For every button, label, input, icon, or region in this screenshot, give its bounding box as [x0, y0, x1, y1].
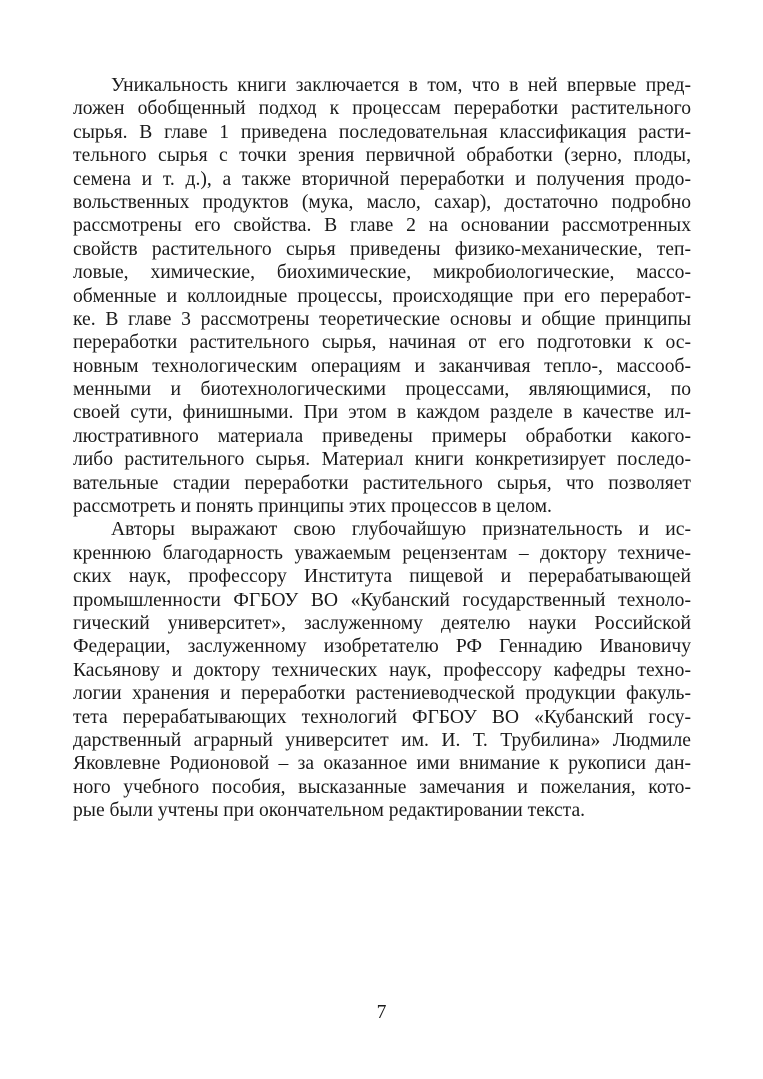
text-line: промышленности ФГБОУ ВО «Кубанский государственный техноло- [73, 589, 691, 611]
text-line: новным технологическим операциям и заканчивая тепло-, массооб- [73, 355, 691, 377]
text-line: Яковлевне Родионовой – за оказанное ими внимание к рукописи дан- [73, 753, 691, 775]
text-line: вольственных продуктов (мука, масло, сахар), достаточно подробно [73, 191, 691, 213]
text-line: рассмотреть и понять принципы этих процессов в целом. [73, 496, 552, 518]
text-line: Уникальность книги заключается в том, что в ней впервые пред- [111, 75, 691, 96]
text-line: гический университет», заслуженному деятелю науки Российской [73, 612, 691, 634]
text-line: логии хранения и переработки растениеводческой продукции факуль- [73, 683, 691, 705]
text-line: Касьянову и доктору технических наук, профессору кафедры техно- [73, 659, 691, 681]
text-line: люстративного материала приведены примеры обработки какого- [73, 425, 691, 447]
text-line: ловые, химические, биохимические, микробиологические, массо- [73, 262, 691, 284]
text-line: сырья. В главе 1 приведена последовательная классификация расти- [73, 121, 691, 143]
text-line: рассмотрены его свойства. В главе 2 на основании рассмотренных [73, 215, 691, 237]
text-line: ложен обобщенный подход к процессам переработки растительного [73, 98, 691, 120]
paragraph [73, 74, 691, 518]
text-line: креннюю благодарность уважаемым рецензентам – доктору техниче- [73, 542, 691, 564]
text-line: вательные стадии переработки растительного сырья, что позволяет [73, 472, 691, 494]
text-line: ного учебного пособия, высказанные замечания и пожелания, кото- [73, 776, 691, 798]
text-line: свойств растительного сырья приведены физико-механические, теп- [73, 238, 691, 260]
text-line: ке. В главе 3 рассмотрены теоретические основы и общие принципы [73, 308, 691, 330]
text-line: тета перерабатывающих технологий ФГБОУ ВО «Кубанский госу- [73, 706, 691, 728]
paragraph [73, 518, 691, 822]
page-number: 7 [376, 1002, 387, 1023]
text-line: либо растительного сырья. Материал книги конкретизирует последо- [73, 449, 691, 471]
text-line: менными и биотехнологическими процессами, являющимися, по [73, 379, 691, 401]
text-line: своей сути, финишными. При этом в каждом разделе в качестве ил- [73, 402, 691, 424]
text-line: переработки растительного сырья, начиная от его подготовки к ос- [73, 332, 691, 354]
text-line: дарственный аграрный университет им. И. Т. Трубилина» Людмиле [73, 729, 691, 751]
body-text [73, 74, 691, 823]
text-line: ских наук, профессору Института пищевой и перерабатывающей [73, 566, 691, 588]
text-line: семена и т. д.), а также вторичной переработки и получения продо- [73, 168, 691, 190]
text-line: рые были учтены при окончательном редактировании текста. [73, 800, 586, 822]
text-line: обменные и коллоидные процессы, происходящие при его переработ- [73, 285, 691, 307]
text-line: Авторы выражают свою глубочайшую признательность и ис- [111, 519, 691, 541]
text-line: Федерации, заслуженному изобретателю РФ Геннадию Ивановичу [73, 636, 691, 658]
text-line: тельного сырья с точки зрения первичной обработки (зерно, плоды, [73, 145, 691, 167]
